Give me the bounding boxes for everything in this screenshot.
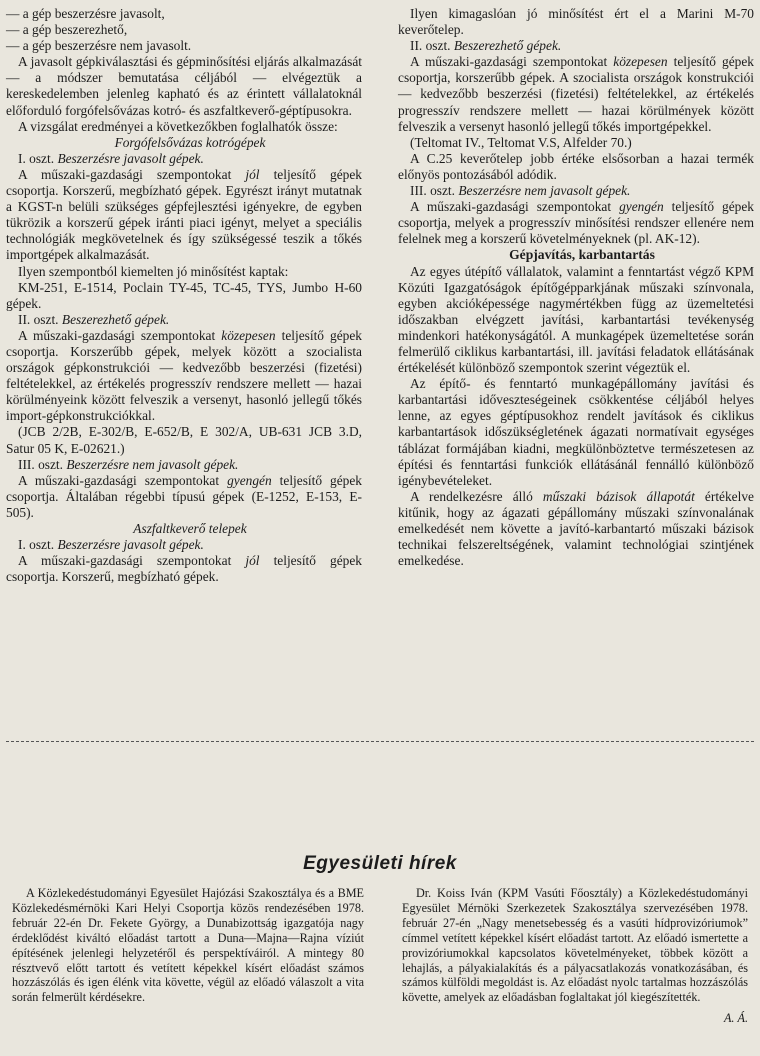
body-paragraph: Az építő- és fenntartó munkagépállomány javítási és karbantartási időveszteségeinek csökkentése céljából helyes lenne, az egyes géptípusokhoz rendelt javítások és ciklikus karbantartások időszükségletének ágazati normatívait egységes táblázat formájában kiadni, megkülönböztetve természetesen az építési és fenntartási funkciók ellátásánál fennálló különböző igénybevételeket. (398, 376, 754, 488)
option-line: — a gép beszerezhető, (6, 22, 128, 38)
body-paragraph: Az egyes útépítő vállalatok, valamint a fenntartást végző KPM Közúti Igazgatóságok építőgépparkjának műszaki színvonala, egyben akcióképessége nagymértékben függ az üzemeltetési időszakban elvégzett javítási, karbantartási tevékenység mindenkori hatékonyságától. A munkagépek üzemeltetése során felmerülő ciklikus karbantartási, ill. javítási feladatok ellátásának értékelését különböző szempontok szerint végeztük el. (398, 263, 754, 376)
section-heading-excavators: Forgófelsővázas kotrógépek (114, 134, 266, 150)
lead-paragraph: Ilyen szempontból kiemelten jó minősítést kaptak: (18, 263, 289, 279)
class-paragraph: A műszaki-gazdasági szempontokat gyengén teljesítő gépek csoportja. Általában régebbi típusú gépek (E-1252, E-153, E-505). (6, 472, 362, 520)
section-heading-asphalt: Aszfaltkeverő telepek (133, 521, 247, 536)
summary-paragraph: A vizsgálat eredményei a következőkben foglalhatók össze: (18, 118, 338, 134)
news-paragraph: Dr. Koiss Iván (KPM Vasúti Főosztály) a Közlekedéstudományi Egyesület Mérnöki Szerkezetek Szakosztálya szervezésében 1978. február 27-én „Nagy menetsebesség és a vasúti hídprovizóriumok” címmel vetített képekkel kísért előadást tartott. Az előadó ismertette a provizóriumokkal kapcsolatos követelményeket, többek között a lehajlás, a pályakialakítás és a pályacsatlakozás vonatkozásában, és számos külföldi megoldást is. Az előadást nyolc tartalmas hozzászólás követte, amelyek az előadásban foglaltakat jól kiegészítették. (402, 886, 748, 1005)
option-line: — a gép beszerzésre javasolt, (6, 6, 165, 21)
news-title: Egyesületi hírek (303, 853, 457, 874)
news-left-column (12, 886, 364, 1005)
section-heading-maintenance: Gépjavítás, karbantartás (509, 247, 655, 263)
class-heading: I. oszt. Beszerzésre javasolt gépek. (18, 537, 204, 553)
right-column (398, 6, 754, 569)
continued-paragraph: Ilyen kimagaslóan jó minősítést ért el a Marini M-70 keverőtelep. (398, 6, 754, 38)
class-heading: III. oszt. Beszerzésre nem javasolt gépek. (410, 183, 631, 199)
class-heading: I. oszt. Beszerzésre javasolt gépek. (18, 150, 204, 166)
class-heading: II. oszt. Beszerezhető gépek. (18, 311, 170, 327)
class-heading: III. oszt. Beszerzésre nem javasolt gépek. (18, 456, 239, 472)
author-signature: A. Á. (723, 1011, 748, 1026)
class-paragraph: A műszaki-gazdasági szempontokat jól teljesítő gépek csoportja. Korszerű, megbízható gépek. Egyrészt irányt mutatnak a KGST-n belüli szükséges gépfejlesztési igényekre, de egyben tükrözik a korszerű gépek iránti piaci igényt, melyet a speciális technológiák megkövetelnek és így szükségessé teszik a tőkés importgépek alkalmazását. (6, 166, 362, 263)
class-paragraph: A műszaki-gazdasági szempontokat jól teljesítő gépek csoportja. Korszerű, megbízható gépek. (6, 553, 362, 585)
class-paragraph: A műszaki-gazdasági szempontokat közepesen teljesítő gépek csoportja, korszerűbb gépek. A szocialista országok konstrukciói — kedvezőbb beszerzési (fizetési) feltételekkel, az értékelés progresszív rendszere mellett — hazai körülmények között felveszik a versenyt hasonló jellegű tőkés importgépekkel. (398, 54, 754, 134)
left-column (6, 6, 362, 585)
intro-paragraph: A javasolt gépkiválasztási és gépminősítési eljárás alkalmazását — a módszer bemutatása céljából — elvégeztük a kereskedelemben jelenleg kapható és az érintett vállalatoknál előforduló forgófelsővázas kotró- és aszfaltkeverő-géptípusokra. (6, 54, 362, 118)
class-heading: II. oszt. Beszerezhető gépek. (410, 38, 562, 54)
section-divider (6, 741, 754, 742)
news-right-column (402, 886, 748, 1026)
body-paragraph: A rendelkezésre álló műszaki bázisok állapotát értékelve kitűnik, hogy az ágazati gépállomány műszaki színvonalának emelkedését nem követte a javító-karbantartó műszaki bázisok technikai felszereltségének, valamint technológiai szintjének emelkedése. (398, 488, 754, 569)
class-paragraph: A műszaki-gazdasági szempontokat gyengén teljesítő gépek csoportja, melyek a progresszív minősítési rendszer ellenére nem felelnek meg a korszerű követelményeknek (pl. AK-12). (398, 199, 754, 247)
model-list: (JCB 2/2B, E-302/B, E-652/B, E 302/A, UB-631 JCB 3.D, Satur 05 K, E-02621.) (6, 424, 362, 456)
news-paragraph: A Közlekedéstudományi Egyesület Hajózási Szakosztálya és a BME Közlekedésmérnöki Kari Helyi Csoportja közös rendezésében 1978. február 22-én Dr. Fekete György, a Dunabizottság igazgatója nagy érdeklődést kiváltó előadást tartott a Duna—Majna—Rajna víziút építésének jelenlegi helyzetéről és perspektíváiról. A mintegy 80 résztvevő előtt tartott és vetített képekkel kísért előadást számos hozzászólás és igen élénk vita követte, végül az előadó válaszolt a vita során felmerült kérdésekre. (12, 886, 364, 1005)
class-paragraph: A műszaki-gazdasági szempontokat közepesen teljesítő gépek csoportja. Korszerűbb gépek, melyek között a szocialista országok gépkonstrukciói — kedvezőbb beszerzési (fizetési) feltételekkel, az értékelés progresszív rendszere mellett — hazai körülményeink között felveszik a versenyt, hasonló jellegű tőkés import-gépkonstrukciókkal. (6, 327, 362, 424)
note-paragraph: A C.25 keverőtelep jobb értéke elsősorban a hazai termék előnyös pontozásából adódik. (398, 150, 754, 182)
model-list: KM-251, E-1514, Poclain TY-45, TC-45, TYS, Jumbo H-60 gépek. (6, 279, 362, 311)
option-line: — a gép beszerzésre nem javasolt. (6, 38, 192, 54)
model-list: (Teltomat IV., Teltomat V.S, Alfelder 70.) (410, 134, 632, 150)
